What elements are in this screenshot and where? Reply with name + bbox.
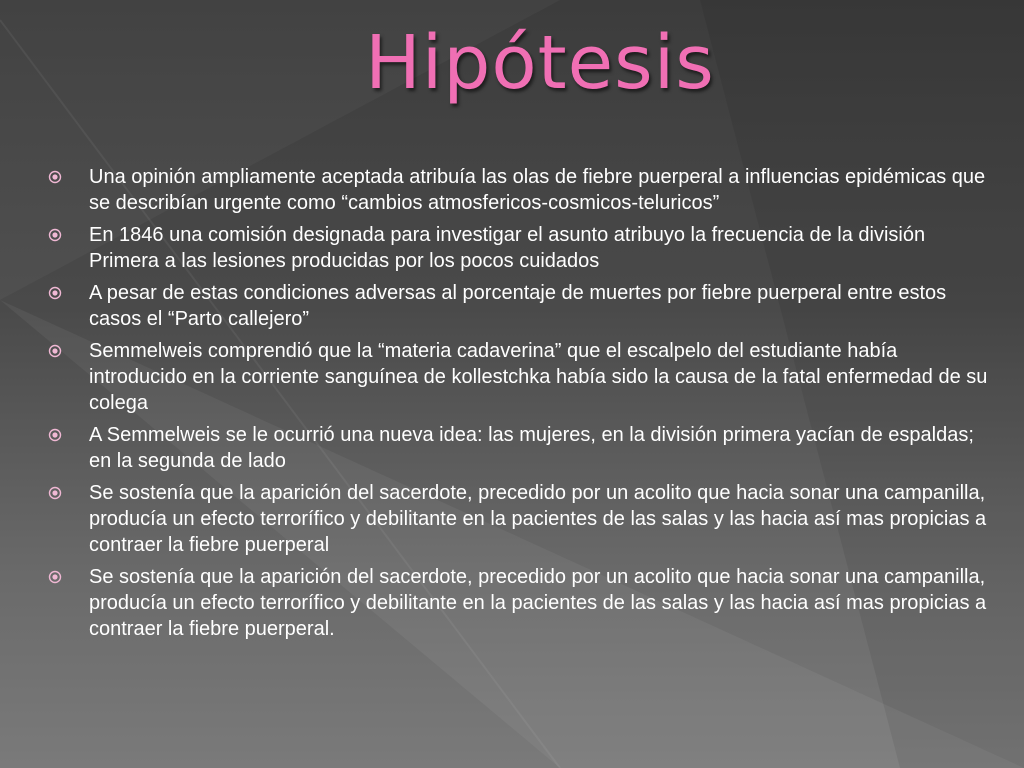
circled-dot-icon [48,486,62,500]
bullet-text: Se sostenía que la aparición del sacerdote, precedido por un acolito que hacia sonar una campanilla, producía un efecto terrorífico y debilitante en la pacientes de las salas y las hacia así mas propicias a contraer la fiebre puerperal. [89,566,987,640]
bullet-item [48,222,998,274]
bullet-item [48,280,998,332]
bullet-item [48,338,998,416]
bullet-item [48,164,998,216]
bullet-text: A pesar de estas condiciones adversas al porcentaje de muertes por fiebre puerperal entre estos casos el “Parto callejero” [89,282,947,330]
bullet-text: A Semmelweis se le ocurrió una nueva idea: las mujeres, en la división primera yacían de espaldas; en la segunda de lado [89,424,974,472]
circled-dot-icon [48,286,62,300]
circled-dot-icon [48,428,62,442]
bullet-list [48,164,998,648]
bullet-item [48,564,998,642]
circled-dot-icon [48,344,62,358]
bullet-text: Semmelweis comprendió que la “materia cadaverina” que el escalpelo del estudiante había introducido en la corriente sanguínea de kollestchka había sido la causa de la fatal enfermedad de su colega [89,340,988,414]
bullet-item [48,480,998,558]
slide-title: Hipótesis [365,20,715,106]
bullet-text: Una opinión ampliamente aceptada atribuía las olas de fiebre puerperal a influencias epidémicas que se describían urgente como “cambios atmosfericos-cosmicos-teluricos” [89,166,986,214]
circled-dot-icon [48,570,62,584]
bullet-text: En 1846 una comisión designada para investigar el asunto atribuyo la frecuencia de la división Primera a las lesiones producidas por los pocos cuidados [89,224,926,272]
circled-dot-icon [48,228,62,242]
bullet-item [48,422,998,474]
bullet-text: Se sostenía que la aparición del sacerdote, precedido por un acolito que hacia sonar una campanilla, producía un efecto terrorífico y debilitante en la pacientes de las salas y las hacia así mas propicias a contraer la fiebre puerperal [89,482,987,556]
circled-dot-icon [48,170,62,184]
